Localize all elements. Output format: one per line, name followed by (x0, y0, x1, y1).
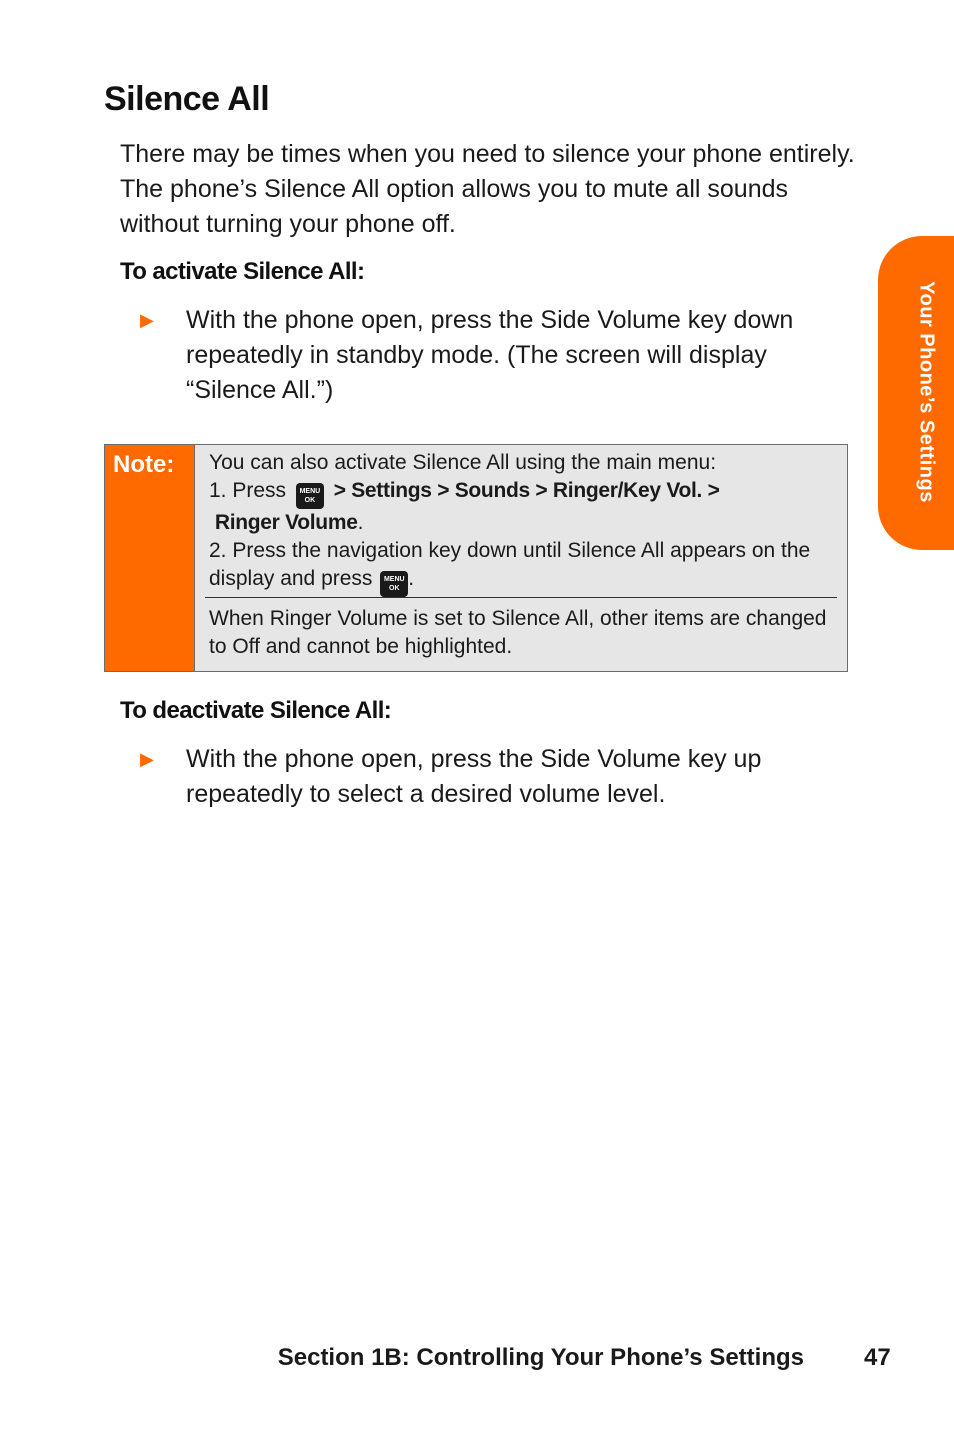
note-step1 (209, 477, 839, 509)
note-divider (205, 597, 837, 598)
section-side-tab-label: Your Phone’s Settings (915, 281, 938, 503)
intro-paragraph: There may be times when you need to silence your phone entirely. The phone’s Silence All option allows you to mute all sounds without turning your phone off. (120, 140, 855, 238)
menu-ok-key-icon: MENU OK (296, 483, 324, 509)
note-box (104, 444, 848, 672)
activate-step-text: With the phone open, press the Side Volume key down repeatedly in standby mode. (The screen will display “Silence All.”) (186, 306, 794, 404)
footer-page-number: 47 (864, 1344, 891, 1371)
note-step2-text: 2. Press the navigation key down until Silence All appears on the display and press (209, 539, 811, 590)
note-step1-path2: Ringer Volume (214, 511, 358, 534)
note-label-cell (105, 445, 195, 671)
note-step1-cont: Ringer Volume. (214, 511, 364, 534)
note-label: Note: (113, 451, 175, 478)
note-line1: You can also activate Silence All using the main menu: (209, 451, 717, 474)
menu-ok-key-icon: MENU OK (380, 571, 408, 597)
deactivate-heading: To deactivate Silence All: (120, 697, 392, 724)
note-step1-prefix: 1. Press (209, 479, 287, 502)
triangle-right-icon: ▶ (140, 310, 154, 330)
deactivate-step (140, 742, 860, 812)
page-title: Silence All (104, 80, 270, 118)
triangle-right-icon: ▶ (140, 749, 154, 769)
activate-heading: To activate Silence All: (120, 258, 365, 285)
note-extra: When Ringer Volume is set to Silence All, other items are changed to Off and cannot be highlighted. (209, 607, 827, 658)
deactivate-step-text: With the phone open, press the Side Volume key up repeatedly to select a desired volume level. (186, 745, 762, 808)
footer-section-title: Section 1B: Controlling Your Phone’s Settings (277, 1344, 804, 1371)
note-step2: 2. Press the navigation key down until Silence All appears on the display and press MENU OK . (209, 537, 839, 597)
note-step1-path: > Settings > Sounds > Ringer/Key Vol. > (333, 479, 720, 502)
activate-step (140, 303, 860, 408)
note-body (209, 449, 839, 597)
